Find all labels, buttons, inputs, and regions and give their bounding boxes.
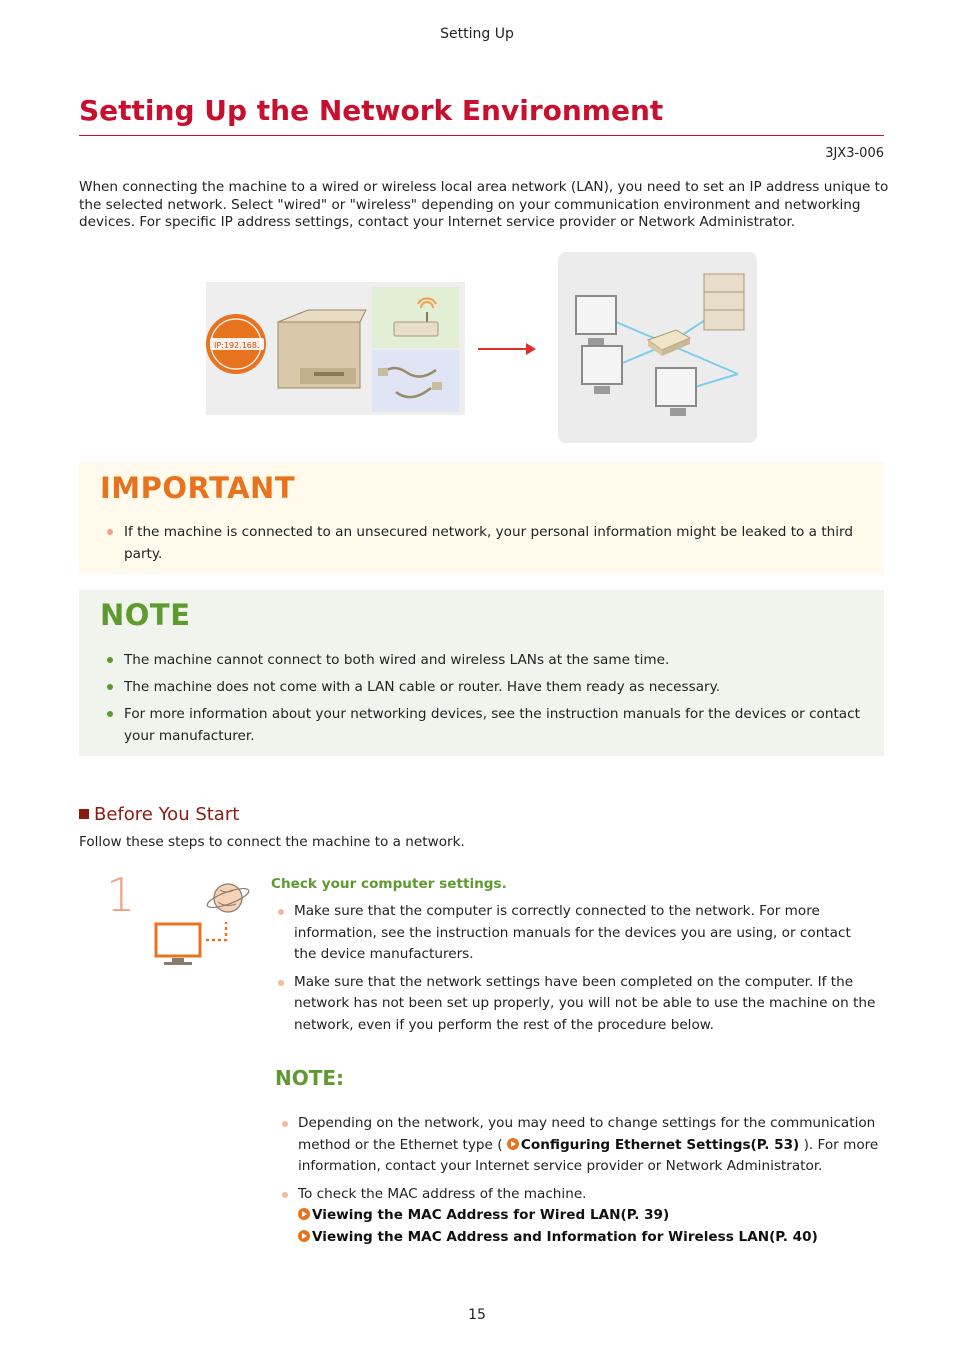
list-item: Depending on the network, you may need to change settings for the communication method or the Ethernet type ( Configuring Ethernet Settings(P. 53) ). For more information, contact your Internet service provider or Network Administrator. [281, 1113, 881, 1178]
bullet-icon [107, 657, 113, 663]
ip-label: IP:192.168. [214, 341, 260, 350]
list-item: Make sure that the network settings have been completed on the computer. If the network has not been set up properly, you will not be able to use the machine on the network, even if you perform the rest of the procedure below. [276, 972, 876, 1037]
link-arrow-icon [298, 1208, 310, 1220]
illustration-machine-connection [206, 282, 465, 415]
monitor-icon [156, 924, 200, 965]
list-item: For more information about your networking devices, see the instruction manuals for the devices or contact your manufacturer. [104, 703, 864, 747]
intro-paragraph: When connecting the machine to a wired or wireless local area network (LAN), you need to set an IP address unique to the selected network. Select "wired" or "wireless" depending on your communication environment and networking devices. For specific IP address settings, contact your Internet service provider or Network Administrator. [79, 179, 889, 230]
step-note-heading: NOTE: [275, 1066, 345, 1090]
section-heading: Before You Start [79, 804, 239, 825]
arrow-right-icon [478, 342, 538, 356]
machine-connection-graphic [206, 282, 465, 415]
link-arrow-icon [507, 1138, 519, 1150]
section-lead: Follow these steps to connect the machine to a network. [79, 834, 465, 850]
list-item: The machine does not come with a LAN cable or router. Have them ready as necessary. [104, 676, 864, 698]
running-header: Setting Up [440, 26, 514, 42]
square-bullet-icon [79, 809, 89, 819]
note-list [104, 649, 864, 752]
globe-icon [205, 884, 250, 912]
important-list [104, 521, 864, 570]
computer-icon-2 [582, 346, 622, 394]
link-arrow-icon [298, 1230, 310, 1242]
bullet-icon [107, 529, 113, 535]
bullet-icon [282, 1192, 288, 1198]
list-item: To check the MAC address of the machine. Viewing the MAC Address for Wired LAN(P. 39) Viewing the MAC Address and Information for Wireless LAN(P. 40) [281, 1184, 881, 1249]
step-list [276, 901, 876, 1043]
important-heading: IMPORTANT [100, 471, 296, 505]
bullet-icon [107, 711, 113, 717]
note-box [79, 590, 884, 756]
step-number: 1 [106, 868, 136, 922]
link-configuring-ethernet-settings[interactable]: Configuring Ethernet Settings(P. 53) [507, 1137, 799, 1153]
hub-icon [648, 330, 690, 356]
step-note-list [281, 1113, 881, 1255]
network-graphic [558, 252, 757, 443]
title-rule [79, 135, 884, 136]
bullet-icon [278, 909, 284, 915]
wireless-panel [372, 287, 459, 348]
document-code: 3JX3-006 [825, 146, 884, 161]
bullet-icon [278, 980, 284, 986]
page-title: Setting Up the Network Environment [79, 94, 664, 127]
page-number: 15 [468, 1307, 486, 1323]
note-heading: NOTE [100, 598, 191, 632]
step-title: Check your computer settings. [271, 876, 507, 892]
list-item: Make sure that the computer is correctly connected to the network. For more information, see the instruction manuals for the devices you are using, or contact the device manufacturers. [276, 901, 876, 966]
important-box [79, 462, 884, 574]
list-item: The machine cannot connect to both wired and wireless LANs at the same time. [104, 649, 864, 671]
bullet-icon [107, 684, 113, 690]
printer-icon [278, 310, 366, 388]
computer-network-icon [150, 880, 256, 970]
illustration-network [558, 252, 757, 443]
wired-panel [372, 350, 459, 412]
server-icon [704, 274, 744, 330]
bullet-icon [282, 1121, 288, 1127]
link-mac-address-wired-lan[interactable]: Viewing the MAC Address for Wired LAN(P. 39) [298, 1205, 881, 1227]
link-mac-address-wireless-lan[interactable]: Viewing the MAC Address and Information for Wireless LAN(P. 40) [298, 1227, 881, 1249]
computer-icon-3 [656, 368, 696, 416]
computer-icon-1 [576, 296, 616, 346]
list-item: If the machine is connected to an unsecured network, your personal information might be leaked to a third party. [104, 521, 864, 565]
